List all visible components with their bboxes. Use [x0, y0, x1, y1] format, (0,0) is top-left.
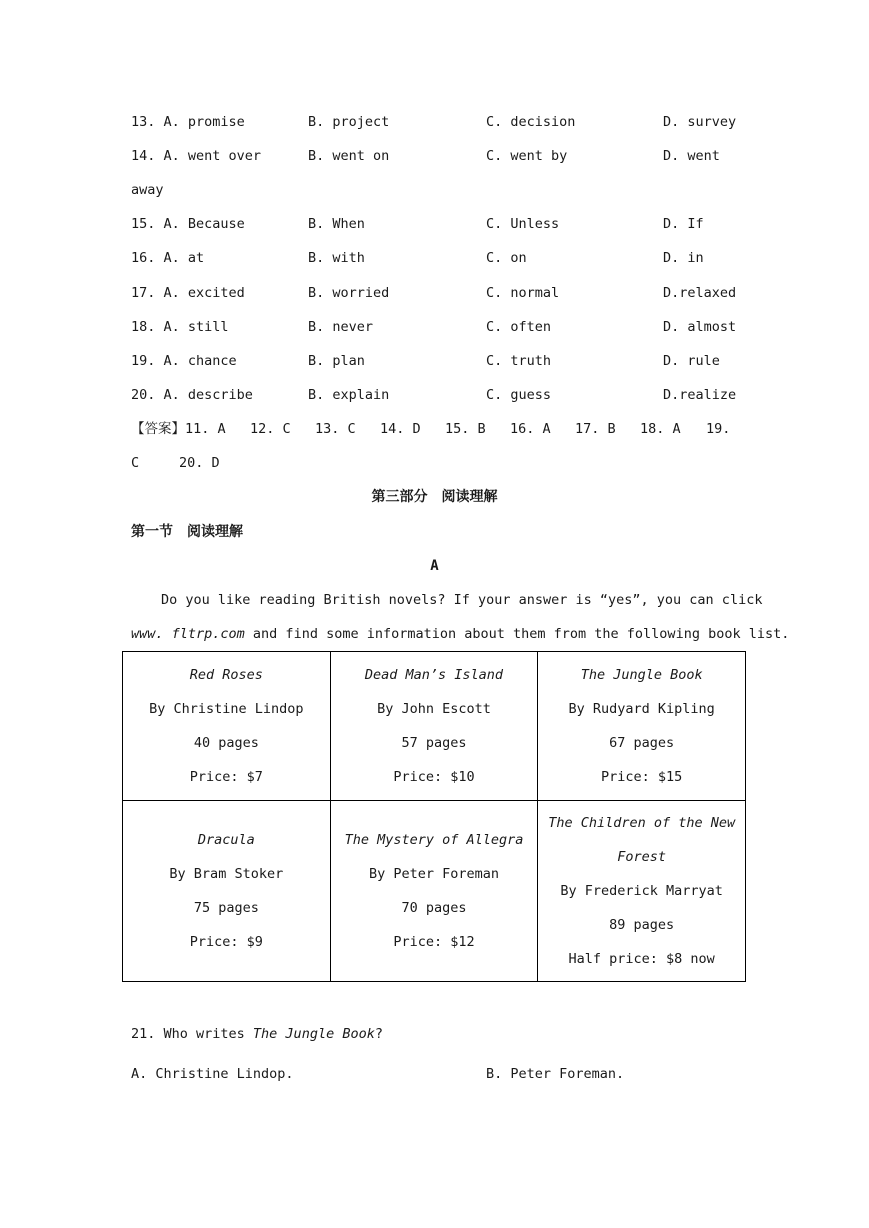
question-21: [131, 1024, 383, 1044]
section-title: 第三部分 阅读理解: [371, 489, 498, 505]
book-price: Half price: $8 now: [568, 951, 715, 967]
q19-option-a: 19. A. chance: [131, 353, 237, 369]
q14-option-d: D. went: [663, 148, 720, 164]
q17-option-d: D.relaxed: [663, 285, 737, 301]
book-author: By Frederick Marryat: [560, 883, 723, 899]
passage-letter: A: [430, 558, 439, 574]
q19-option-d: D. rule: [663, 353, 720, 369]
q19-option-c: C. truth: [486, 353, 552, 369]
q21-option-a: A. Christine Lindop.: [131, 1066, 294, 1082]
answer-key: [131, 419, 730, 439]
q15-option-c: C. Unless: [486, 216, 560, 232]
book-author: By John Escott: [377, 701, 491, 717]
q14-option-a: 14. A. went over: [131, 148, 262, 164]
answer-item: 12. C: [250, 421, 291, 437]
book-price: Price: $9: [189, 934, 263, 950]
book-cell: [538, 652, 746, 801]
q20-option-b: B. explain: [308, 387, 390, 403]
q17-option-b: B. worried: [308, 285, 390, 301]
answer-item: 16. A: [510, 421, 551, 437]
answer-item: C: [131, 455, 140, 471]
q15-option-b: B. When: [308, 216, 365, 232]
book-price: Price: $7: [189, 769, 263, 785]
answer-item: 14. D: [380, 421, 421, 437]
q16-option-b: B. with: [308, 250, 365, 266]
book-author: By Peter Foreman: [368, 866, 499, 882]
q19-option-b: B. plan: [308, 353, 365, 369]
book-price: Price: $12: [393, 934, 475, 950]
book-author: By Christine Lindop: [149, 701, 304, 717]
q21-prefix: 21. Who writes: [131, 1026, 253, 1042]
q21-book-title: The Jungle Book: [252, 1026, 375, 1042]
q18-option-c: C. often: [486, 319, 552, 335]
table-row: [123, 801, 746, 982]
q13-option-d: D. survey: [663, 114, 737, 130]
q21-option-b: B. Peter Foreman.: [486, 1066, 625, 1082]
q16-option-a: 16. A. at: [131, 250, 205, 266]
website-link[interactable]: www. fltrp.com: [131, 626, 245, 642]
book-title-line-2: Forest: [617, 849, 667, 865]
book-pages: 70 pages: [401, 900, 467, 916]
q17-option-c: C. normal: [486, 285, 560, 301]
q13-option-b: B. project: [308, 114, 390, 130]
q15-option-a: 15. A. Because: [131, 216, 245, 232]
q16-option-d: D. in: [663, 250, 704, 266]
q16-option-c: C. on: [486, 250, 527, 266]
answer-item: 13. C: [315, 421, 356, 437]
book-price: Price: $10: [393, 769, 475, 785]
subsection-title: 第一节 阅读理解: [131, 524, 243, 540]
book-title-line-1: The Children of the New: [548, 815, 736, 831]
book-list-table: [122, 651, 746, 982]
intro-line-1: Do you like reading British novels? If your answer is “yes”, you can click: [161, 592, 763, 608]
q17-option-a: 17. A. excited: [131, 285, 245, 301]
answer-item: 15. B: [445, 421, 486, 437]
book-cell: [330, 652, 538, 801]
q13-option-c: C. decision: [486, 114, 576, 130]
book-pages: 89 pages: [609, 917, 675, 933]
book-cell: [330, 801, 538, 982]
q18-option-a: 18. A. still: [131, 319, 229, 335]
q20-option-c: C. guess: [486, 387, 552, 403]
book-pages: 57 pages: [401, 735, 467, 751]
q14-option-b: B. went on: [308, 148, 390, 164]
book-cell: [123, 801, 331, 982]
q18-option-d: D. almost: [663, 319, 737, 335]
q18-option-b: B. never: [308, 319, 374, 335]
book-title: Red Roses: [189, 667, 263, 683]
answer-label: 【答案】: [131, 421, 185, 437]
q21-suffix: ?: [374, 1026, 383, 1042]
book-pages: 67 pages: [609, 735, 675, 751]
q15-option-d: D. If: [663, 216, 704, 232]
book-title: The Mystery of Allegra: [344, 832, 524, 848]
q13-option-a: 13. A. promise: [131, 114, 245, 130]
q20-option-d: D.realize: [663, 387, 737, 403]
book-pages: 40 pages: [193, 735, 259, 751]
book-title: Dead Man’s Island: [364, 667, 504, 683]
book-author: By Bram Stoker: [169, 866, 284, 882]
answer-item: 18. A: [640, 421, 681, 437]
table-row: [123, 652, 746, 801]
book-author: By Rudyard Kipling: [568, 701, 715, 717]
question-21-options: [131, 1064, 731, 1084]
answer-key-continued: [131, 453, 220, 473]
book-price: Price: $15: [601, 769, 683, 785]
answer-item: 19.: [706, 421, 731, 437]
book-pages: 75 pages: [193, 900, 259, 916]
answer-item: 17. B: [575, 421, 616, 437]
q20-option-a: 20. A. describe: [131, 387, 253, 403]
q14-option-d-wrap: away: [131, 182, 164, 198]
intro-line-2-text: and find some information about them from the following book list.: [244, 626, 790, 642]
answer-item: 20. D: [179, 455, 220, 471]
intro-line-2: [131, 624, 790, 644]
q14-option-c: C. went by: [486, 148, 568, 164]
book-cell: [538, 801, 746, 982]
book-title: Dracula: [197, 832, 255, 848]
answer-item: 11. A: [185, 421, 226, 437]
book-cell: [123, 652, 331, 801]
book-title: The Jungle Book: [580, 667, 703, 683]
